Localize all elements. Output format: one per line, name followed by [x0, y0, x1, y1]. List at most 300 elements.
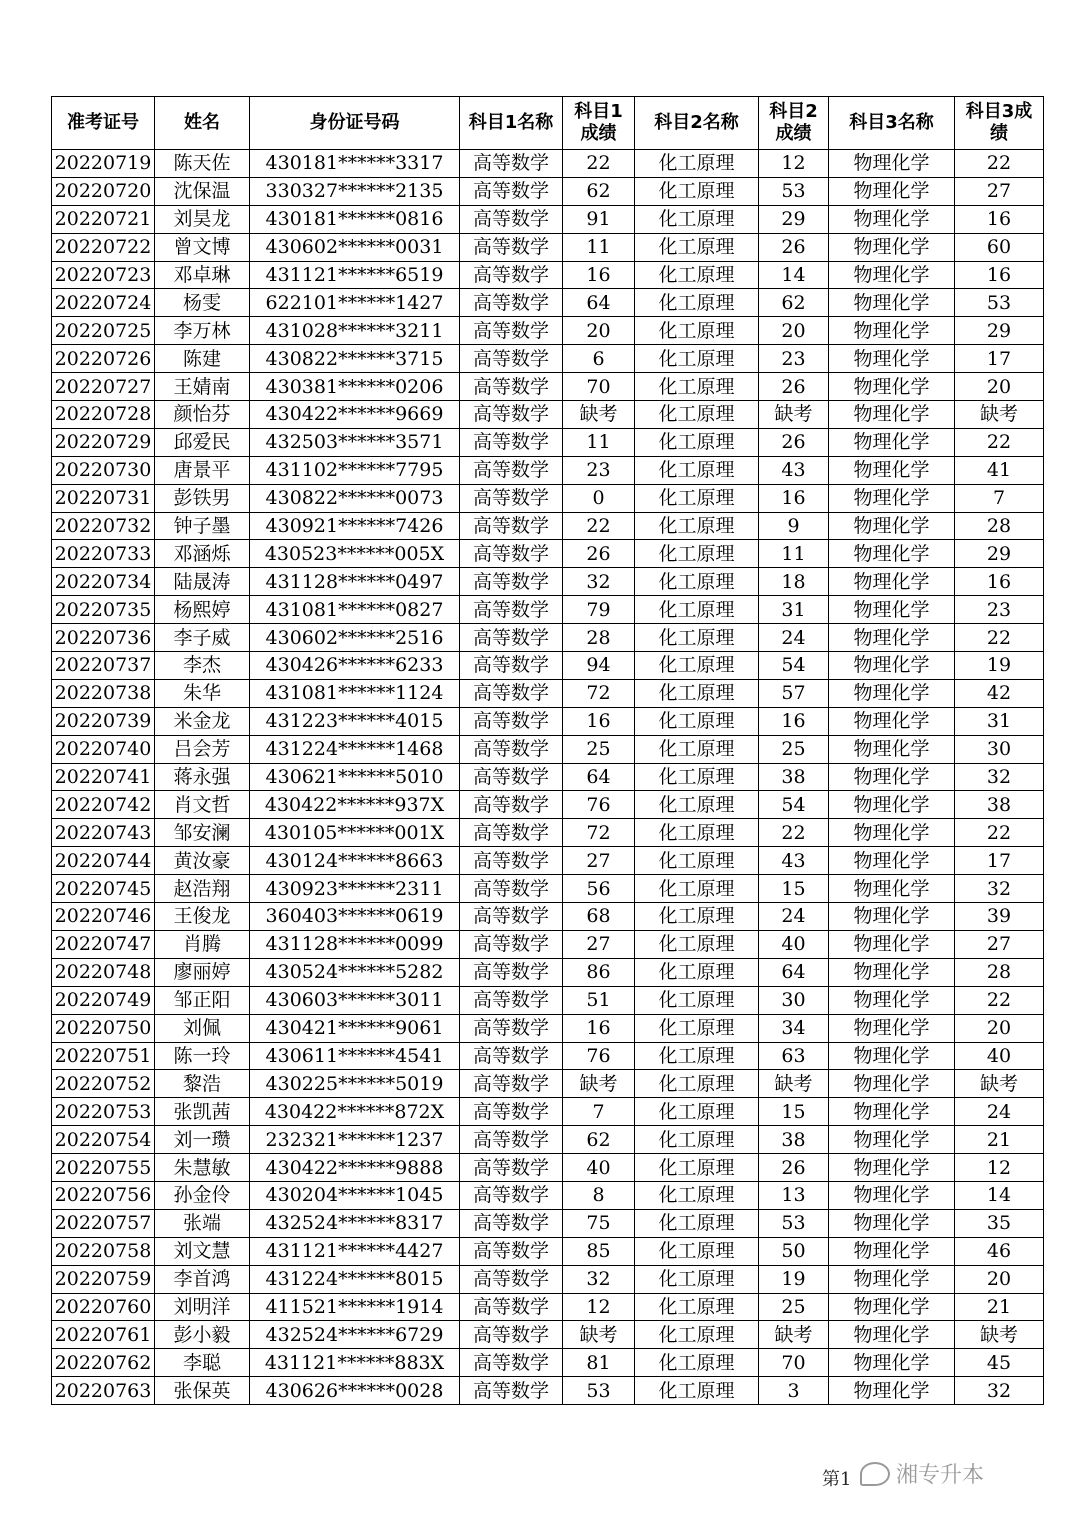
- name-cell: 刘明洋: [155, 1293, 250, 1321]
- id-number-cell: 430381******0206: [250, 373, 460, 401]
- id-number-cell: 430921******7426: [250, 512, 460, 540]
- exam-id-cell: 20220727: [52, 373, 155, 401]
- subject1-score-cell: 20: [563, 317, 635, 345]
- subject2-name-cell: 化工原理: [635, 1126, 759, 1154]
- subject1-score-cell: 6: [563, 345, 635, 373]
- subject1-name-cell: 高等数学: [460, 819, 563, 847]
- subject3-score-cell: 46: [955, 1237, 1044, 1265]
- subject1-name-cell: 高等数学: [460, 233, 563, 261]
- subject1-name-cell: 高等数学: [460, 1293, 563, 1321]
- name-cell: 陈一玲: [155, 1042, 250, 1070]
- id-number-cell: 430602******0031: [250, 233, 460, 261]
- id-number-cell: 411521******1914: [250, 1293, 460, 1321]
- subject1-score-cell: 12: [563, 1293, 635, 1321]
- subject1-name-cell: 高等数学: [460, 791, 563, 819]
- subject3-score-cell: 53: [955, 289, 1044, 317]
- subject2-name-cell: 化工原理: [635, 819, 759, 847]
- table-row: [52, 847, 1044, 875]
- exam-id-cell: 20220737: [52, 652, 155, 680]
- subject3-name-cell: 物理化学: [829, 428, 955, 456]
- subject1-score-cell: 81: [563, 1349, 635, 1377]
- exam-id-cell: 20220740: [52, 735, 155, 763]
- exam-id-cell: 20220757: [52, 1209, 155, 1237]
- subject3-name-cell: 物理化学: [829, 847, 955, 875]
- exam-id-cell: 20220748: [52, 958, 155, 986]
- subject1-name-cell: 高等数学: [460, 401, 563, 429]
- table-row: [52, 1377, 1044, 1405]
- subject1-name-cell: 高等数学: [460, 568, 563, 596]
- subject3-name-cell: 物理化学: [829, 1293, 955, 1321]
- id-number-cell: 430426******6233: [250, 652, 460, 680]
- name-cell: 钟子墨: [155, 512, 250, 540]
- subject2-name-cell: 化工原理: [635, 540, 759, 568]
- exam-id-cell: 20220754: [52, 1126, 155, 1154]
- name-cell: 曾文博: [155, 233, 250, 261]
- name-cell: 肖腾: [155, 930, 250, 958]
- exam-id-cell: 20220720: [52, 177, 155, 205]
- id-number-cell: 430124******8663: [250, 847, 460, 875]
- exam-id-cell: 20220744: [52, 847, 155, 875]
- table-row: [52, 652, 1044, 680]
- subject3-name-cell: 物理化学: [829, 540, 955, 568]
- subject3-name-cell: 物理化学: [829, 233, 955, 261]
- subject1-name-cell: 高等数学: [460, 150, 563, 178]
- exam-id-cell: 20220722: [52, 233, 155, 261]
- subject1-name-cell: 高等数学: [460, 261, 563, 289]
- exam-id-cell: 20220741: [52, 763, 155, 791]
- subject1-name-cell: 高等数学: [460, 512, 563, 540]
- subject2-score-cell: 26: [759, 233, 829, 261]
- subject1-score-cell: 28: [563, 624, 635, 652]
- subject1-name-cell: 高等数学: [460, 1349, 563, 1377]
- subject3-score-cell: 27: [955, 177, 1044, 205]
- subject2-name-cell: 化工原理: [635, 317, 759, 345]
- table-row: [52, 317, 1044, 345]
- subject2-score-cell: 缺考: [759, 1070, 829, 1098]
- subject3-score-cell: 19: [955, 652, 1044, 680]
- subject2-score-cell: 63: [759, 1042, 829, 1070]
- name-cell: 朱慧敏: [155, 1154, 250, 1182]
- subject2-score-cell: 40: [759, 930, 829, 958]
- table-row: [52, 1349, 1044, 1377]
- subject1-score-cell: 76: [563, 1042, 635, 1070]
- subject1-score-cell: 25: [563, 735, 635, 763]
- subject3-score-cell: 缺考: [955, 1070, 1044, 1098]
- subject2-score-cell: 25: [759, 1293, 829, 1321]
- subject2-score-cell: 15: [759, 875, 829, 903]
- subject1-name-cell: 高等数学: [460, 1265, 563, 1293]
- subject1-score-cell: 32: [563, 568, 635, 596]
- exam-id-cell: 20220760: [52, 1293, 155, 1321]
- exam-id-cell: 20220753: [52, 1098, 155, 1126]
- subject3-score-cell: 21: [955, 1293, 1044, 1321]
- table-row: [52, 1293, 1044, 1321]
- subject2-name-cell: 化工原理: [635, 1014, 759, 1042]
- subject3-name-cell: 物理化学: [829, 903, 955, 931]
- subject1-score-cell: 51: [563, 986, 635, 1014]
- exam-id-cell: 20220747: [52, 930, 155, 958]
- table-row: [52, 233, 1044, 261]
- subject2-score-cell: 38: [759, 763, 829, 791]
- id-number-cell: 431121******6519: [250, 261, 460, 289]
- subject2-score-cell: 43: [759, 456, 829, 484]
- id-number-cell: 430422******9669: [250, 401, 460, 429]
- table-row: [52, 791, 1044, 819]
- subject2-name-cell: 化工原理: [635, 233, 759, 261]
- exam-id-cell: 20220742: [52, 791, 155, 819]
- name-cell: 孙金伶: [155, 1181, 250, 1209]
- subject2-name-cell: 化工原理: [635, 986, 759, 1014]
- exam-id-cell: 20220750: [52, 1014, 155, 1042]
- subject1-score-cell: 11: [563, 233, 635, 261]
- subject2-name-cell: 化工原理: [635, 1098, 759, 1126]
- subject2-score-cell: 23: [759, 345, 829, 373]
- subject1-name-cell: 高等数学: [460, 1181, 563, 1209]
- table-body: [52, 150, 1044, 1405]
- id-number-cell: 430626******0028: [250, 1377, 460, 1405]
- subject3-score-cell: 29: [955, 317, 1044, 345]
- id-number-cell: 430204******1045: [250, 1181, 460, 1209]
- subject3-name-cell: 物理化学: [829, 1265, 955, 1293]
- subject1-name-cell: 高等数学: [460, 986, 563, 1014]
- table-row: [52, 1265, 1044, 1293]
- subject2-name-cell: 化工原理: [635, 707, 759, 735]
- subject1-score-cell: 76: [563, 791, 635, 819]
- column-header: 身份证号码: [250, 97, 460, 150]
- table-row: [52, 958, 1044, 986]
- subject2-name-cell: 化工原理: [635, 624, 759, 652]
- name-cell: 邓卓琳: [155, 261, 250, 289]
- exam-id-cell: 20220743: [52, 819, 155, 847]
- subject2-name-cell: 化工原理: [635, 456, 759, 484]
- table-row: [52, 1098, 1044, 1126]
- id-number-cell: 430523******005X: [250, 540, 460, 568]
- subject3-score-cell: 28: [955, 958, 1044, 986]
- subject2-name-cell: 化工原理: [635, 1181, 759, 1209]
- subject3-score-cell: 28: [955, 512, 1044, 540]
- subject1-name-cell: 高等数学: [460, 456, 563, 484]
- subject1-score-cell: 62: [563, 1126, 635, 1154]
- name-cell: 廖丽婷: [155, 958, 250, 986]
- subject3-name-cell: 物理化学: [829, 177, 955, 205]
- subject3-name-cell: 物理化学: [829, 205, 955, 233]
- subject2-score-cell: 缺考: [759, 1321, 829, 1349]
- subject3-score-cell: 16: [955, 261, 1044, 289]
- subject3-name-cell: 物理化学: [829, 1181, 955, 1209]
- name-cell: 刘昊龙: [155, 205, 250, 233]
- name-cell: 黄汝豪: [155, 847, 250, 875]
- name-cell: 吕会芳: [155, 735, 250, 763]
- subject2-name-cell: 化工原理: [635, 735, 759, 763]
- name-cell: 邱爱民: [155, 428, 250, 456]
- subject2-name-cell: 化工原理: [635, 1154, 759, 1182]
- id-number-cell: 431128******0099: [250, 930, 460, 958]
- name-cell: 彭铁男: [155, 484, 250, 512]
- subject2-name-cell: 化工原理: [635, 484, 759, 512]
- id-number-cell: 430822******3715: [250, 345, 460, 373]
- subject3-name-cell: 物理化学: [829, 1042, 955, 1070]
- subject2-name-cell: 化工原理: [635, 1293, 759, 1321]
- subject2-name-cell: 化工原理: [635, 150, 759, 178]
- subject1-score-cell: 缺考: [563, 1070, 635, 1098]
- name-cell: 颜怡芬: [155, 401, 250, 429]
- subject1-name-cell: 高等数学: [460, 930, 563, 958]
- exam-id-cell: 20220745: [52, 875, 155, 903]
- id-number-cell: 431102******7795: [250, 456, 460, 484]
- subject2-score-cell: 16: [759, 707, 829, 735]
- subject3-name-cell: 物理化学: [829, 1237, 955, 1265]
- table-row: [52, 679, 1044, 707]
- table-header-row: [52, 97, 1044, 150]
- subject3-score-cell: 24: [955, 1098, 1044, 1126]
- subject1-score-cell: 91: [563, 205, 635, 233]
- subject2-score-cell: 57: [759, 679, 829, 707]
- subject2-name-cell: 化工原理: [635, 763, 759, 791]
- id-number-cell: 431121******4427: [250, 1237, 460, 1265]
- subject3-name-cell: 物理化学: [829, 1126, 955, 1154]
- exam-id-cell: 20220758: [52, 1237, 155, 1265]
- table-row: [52, 930, 1044, 958]
- watermark-text: 湘专升本: [896, 1463, 985, 1488]
- exam-id-cell: 20220731: [52, 484, 155, 512]
- name-cell: 陆晟涛: [155, 568, 250, 596]
- subject3-name-cell: 物理化学: [829, 958, 955, 986]
- name-cell: 邓涵烁: [155, 540, 250, 568]
- name-cell: 张端: [155, 1209, 250, 1237]
- subject1-score-cell: 7: [563, 1098, 635, 1126]
- id-number-cell: 430602******2516: [250, 624, 460, 652]
- subject3-score-cell: 27: [955, 930, 1044, 958]
- name-cell: 邹正阳: [155, 986, 250, 1014]
- subject2-name-cell: 化工原理: [635, 1349, 759, 1377]
- subject3-score-cell: 7: [955, 484, 1044, 512]
- column-header: 科目1 成绩: [563, 97, 635, 150]
- subject1-name-cell: 高等数学: [460, 1042, 563, 1070]
- column-header: 姓名: [155, 97, 250, 150]
- table-row: [52, 540, 1044, 568]
- score-table: [51, 96, 1044, 1405]
- exam-id-cell: 20220759: [52, 1265, 155, 1293]
- subject1-name-cell: 高等数学: [460, 1321, 563, 1349]
- subject2-name-cell: 化工原理: [635, 512, 759, 540]
- exam-id-cell: 20220749: [52, 986, 155, 1014]
- subject1-name-cell: 高等数学: [460, 707, 563, 735]
- page-number: 第1: [822, 1469, 852, 1490]
- subject2-name-cell: 化工原理: [635, 1237, 759, 1265]
- subject3-score-cell: 41: [955, 456, 1044, 484]
- table-row: [52, 289, 1044, 317]
- name-cell: 黎浩: [155, 1070, 250, 1098]
- table-row: [52, 345, 1044, 373]
- subject3-name-cell: 物理化学: [829, 652, 955, 680]
- subject1-score-cell: 22: [563, 150, 635, 178]
- subject2-score-cell: 50: [759, 1237, 829, 1265]
- subject1-score-cell: 64: [563, 289, 635, 317]
- subject3-score-cell: 31: [955, 707, 1044, 735]
- name-cell: 张保英: [155, 1377, 250, 1405]
- subject3-score-cell: 29: [955, 540, 1044, 568]
- subject3-score-cell: 22: [955, 986, 1044, 1014]
- subject2-name-cell: 化工原理: [635, 345, 759, 373]
- name-cell: 王婧南: [155, 373, 250, 401]
- subject2-name-cell: 化工原理: [635, 261, 759, 289]
- subject3-name-cell: 物理化学: [829, 930, 955, 958]
- name-cell: 肖文哲: [155, 791, 250, 819]
- exam-id-cell: 20220751: [52, 1042, 155, 1070]
- subject2-name-cell: 化工原理: [635, 373, 759, 401]
- exam-id-cell: 20220761: [52, 1321, 155, 1349]
- subject3-score-cell: 20: [955, 1265, 1044, 1293]
- subject3-name-cell: 物理化学: [829, 1014, 955, 1042]
- subject3-score-cell: 42: [955, 679, 1044, 707]
- subject3-name-cell: 物理化学: [829, 289, 955, 317]
- exam-id-cell: 20220726: [52, 345, 155, 373]
- subject1-name-cell: 高等数学: [460, 289, 563, 317]
- subject3-score-cell: 23: [955, 596, 1044, 624]
- subject2-score-cell: 缺考: [759, 401, 829, 429]
- subject3-name-cell: 物理化学: [829, 791, 955, 819]
- subject2-name-cell: 化工原理: [635, 177, 759, 205]
- exam-id-cell: 20220762: [52, 1349, 155, 1377]
- subject1-score-cell: 16: [563, 707, 635, 735]
- name-cell: 邹安澜: [155, 819, 250, 847]
- subject1-score-cell: 79: [563, 596, 635, 624]
- subject2-score-cell: 18: [759, 568, 829, 596]
- subject3-name-cell: 物理化学: [829, 707, 955, 735]
- id-number-cell: 430181******0816: [250, 205, 460, 233]
- id-number-cell: 430422******9888: [250, 1154, 460, 1182]
- subject3-score-cell: 缺考: [955, 1321, 1044, 1349]
- table-row: [52, 456, 1044, 484]
- subject2-score-cell: 54: [759, 652, 829, 680]
- column-header: 科目3名称: [829, 97, 955, 150]
- subject1-score-cell: 16: [563, 1014, 635, 1042]
- subject3-score-cell: 35: [955, 1209, 1044, 1237]
- subject2-name-cell: 化工原理: [635, 1042, 759, 1070]
- table-row: [52, 261, 1044, 289]
- subject3-name-cell: 物理化学: [829, 1070, 955, 1098]
- exam-id-cell: 20220733: [52, 540, 155, 568]
- column-header: 科目1名称: [460, 97, 563, 150]
- id-number-cell: 430422******937X: [250, 791, 460, 819]
- subject1-score-cell: 32: [563, 1265, 635, 1293]
- name-cell: 李首鸿: [155, 1265, 250, 1293]
- id-number-cell: 430611******4541: [250, 1042, 460, 1070]
- subject1-name-cell: 高等数学: [460, 540, 563, 568]
- subject3-score-cell: 17: [955, 345, 1044, 373]
- id-number-cell: 430524******5282: [250, 958, 460, 986]
- subject1-score-cell: 22: [563, 512, 635, 540]
- exam-id-cell: 20220739: [52, 707, 155, 735]
- exam-id-cell: 20220746: [52, 903, 155, 931]
- subject3-score-cell: 17: [955, 847, 1044, 875]
- subject2-score-cell: 26: [759, 428, 829, 456]
- subject3-name-cell: 物理化学: [829, 1321, 955, 1349]
- subject2-score-cell: 20: [759, 317, 829, 345]
- exam-id-cell: 20220724: [52, 289, 155, 317]
- table-row: [52, 568, 1044, 596]
- name-cell: 米金龙: [155, 707, 250, 735]
- name-cell: 李子威: [155, 624, 250, 652]
- id-number-cell: 430422******872X: [250, 1098, 460, 1126]
- subject3-name-cell: 物理化学: [829, 596, 955, 624]
- subject1-name-cell: 高等数学: [460, 679, 563, 707]
- id-number-cell: 432503******3571: [250, 428, 460, 456]
- subject3-score-cell: 38: [955, 791, 1044, 819]
- table-row: [52, 1181, 1044, 1209]
- id-number-cell: 431224******1468: [250, 735, 460, 763]
- id-number-cell: 360403******0619: [250, 903, 460, 931]
- subject1-score-cell: 23: [563, 456, 635, 484]
- subject2-name-cell: 化工原理: [635, 652, 759, 680]
- subject2-score-cell: 24: [759, 624, 829, 652]
- subject2-name-cell: 化工原理: [635, 401, 759, 429]
- subject2-name-cell: 化工原理: [635, 791, 759, 819]
- subject3-name-cell: 物理化学: [829, 1349, 955, 1377]
- subject3-name-cell: 物理化学: [829, 484, 955, 512]
- subject3-name-cell: 物理化学: [829, 679, 955, 707]
- subject1-score-cell: 56: [563, 875, 635, 903]
- subject1-name-cell: 高等数学: [460, 763, 563, 791]
- table-row: [52, 875, 1044, 903]
- table-row: [52, 1237, 1044, 1265]
- table-row: [52, 512, 1044, 540]
- subject1-name-cell: 高等数学: [460, 1377, 563, 1405]
- subject3-score-cell: 16: [955, 205, 1044, 233]
- subject3-score-cell: 40: [955, 1042, 1044, 1070]
- id-number-cell: 432524******8317: [250, 1209, 460, 1237]
- name-cell: 李聪: [155, 1349, 250, 1377]
- subject3-name-cell: 物理化学: [829, 1209, 955, 1237]
- subject2-name-cell: 化工原理: [635, 596, 759, 624]
- subject1-score-cell: 缺考: [563, 1321, 635, 1349]
- subject3-score-cell: 39: [955, 903, 1044, 931]
- name-cell: 唐景平: [155, 456, 250, 484]
- subject1-score-cell: 72: [563, 819, 635, 847]
- subject1-name-cell: 高等数学: [460, 875, 563, 903]
- column-header: 科目3成 绩: [955, 97, 1044, 150]
- subject1-name-cell: 高等数学: [460, 317, 563, 345]
- id-number-cell: 431224******8015: [250, 1265, 460, 1293]
- subject1-score-cell: 53: [563, 1377, 635, 1405]
- subject1-name-cell: 高等数学: [460, 205, 563, 233]
- subject3-name-cell: 物理化学: [829, 1098, 955, 1126]
- subject1-name-cell: 高等数学: [460, 1237, 563, 1265]
- subject3-score-cell: 32: [955, 1377, 1044, 1405]
- subject1-name-cell: 高等数学: [460, 1209, 563, 1237]
- subject1-name-cell: 高等数学: [460, 1070, 563, 1098]
- subject3-score-cell: 21: [955, 1126, 1044, 1154]
- name-cell: 李杰: [155, 652, 250, 680]
- subject2-name-cell: 化工原理: [635, 568, 759, 596]
- subject3-score-cell: 30: [955, 735, 1044, 763]
- table-row: [52, 205, 1044, 233]
- subject2-score-cell: 31: [759, 596, 829, 624]
- watermark: [860, 1458, 984, 1489]
- subject2-score-cell: 11: [759, 540, 829, 568]
- subject3-name-cell: 物理化学: [829, 317, 955, 345]
- subject2-name-cell: 化工原理: [635, 1321, 759, 1349]
- table-row: [52, 1321, 1044, 1349]
- exam-id-cell: 20220725: [52, 317, 155, 345]
- subject1-name-cell: 高等数学: [460, 958, 563, 986]
- subject2-score-cell: 26: [759, 1154, 829, 1182]
- subject2-name-cell: 化工原理: [635, 930, 759, 958]
- subject1-score-cell: 64: [563, 763, 635, 791]
- subject2-score-cell: 25: [759, 735, 829, 763]
- subject1-name-cell: 高等数学: [460, 1014, 563, 1042]
- subject1-name-cell: 高等数学: [460, 1154, 563, 1182]
